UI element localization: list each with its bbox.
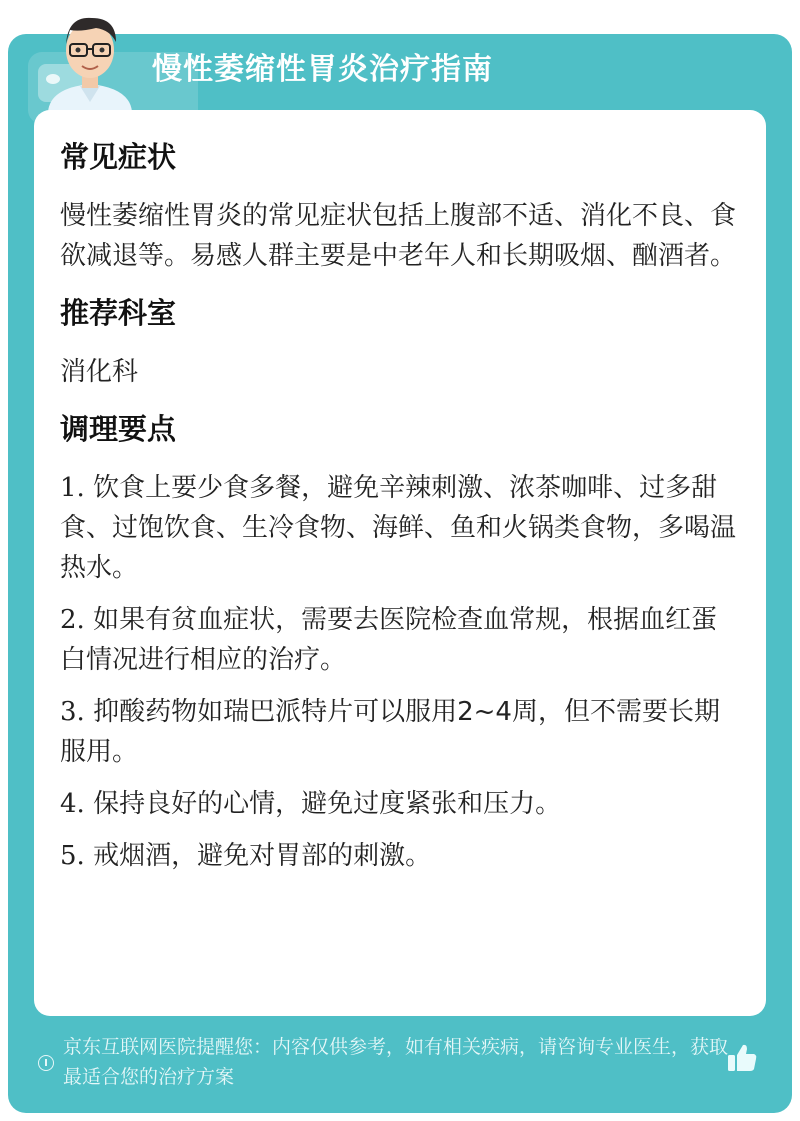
page-title: 慢性萎缩性胃炎治疗指南 [152,52,493,87]
item-number: 4. [60,789,85,819]
care-item-5 [60,836,740,876]
item-text: 保持良好的心情，避免过度紧张和压力。 [84,789,562,819]
item-text: 如果有贫血症状，需要去医院检查血常规，根据血红蛋白情况进行相应的治疗。 [60,605,718,675]
section-heading-department: 推荐科室 [60,296,177,330]
thumbs-up-icon[interactable] [724,1040,760,1076]
info-icon [38,1055,54,1071]
content-card [34,110,766,1016]
department-text: 消化科 [60,357,139,387]
item-number: 2. [60,605,85,635]
section-heading-care-points: 调理要点 [60,412,177,446]
item-text: 戒烟酒，避免对胃部的刺激。 [84,841,432,871]
symptoms-text: 慢性萎缩性胃炎的常见症状包括上腹部不适、消化不良、食欲减退等。易感人群主要是中老年人和长期吸烟、酗酒者。 [60,201,737,271]
item-text: 饮食上要少食多餐，避免辛辣刺激、浓茶咖啡、过多甜食、过饱饮食、生冷食物、海鲜、鱼和火锅类食物，多喝温热水。 [60,473,737,583]
item-number: 5. [60,841,85,871]
footer-notice: 京东互联网医院提醒您：内容仅供参考，如有相关疾病，请咨询专业医生，获取最适合您的治疗方案 [63,1036,729,1088]
doctor-avatar [40,6,140,112]
item-number: 3. [60,697,85,727]
item-text: 抑酸药物如瑞巴派特片可以服用2~4周，但不需要长期服用。 [60,697,720,767]
care-item-1 [60,468,740,588]
care-item-3 [60,692,740,772]
care-item-2 [60,600,740,680]
item-number: 1. [60,473,85,503]
care-item-4 [60,784,740,824]
section-heading-symptoms: 常见症状 [60,140,177,174]
